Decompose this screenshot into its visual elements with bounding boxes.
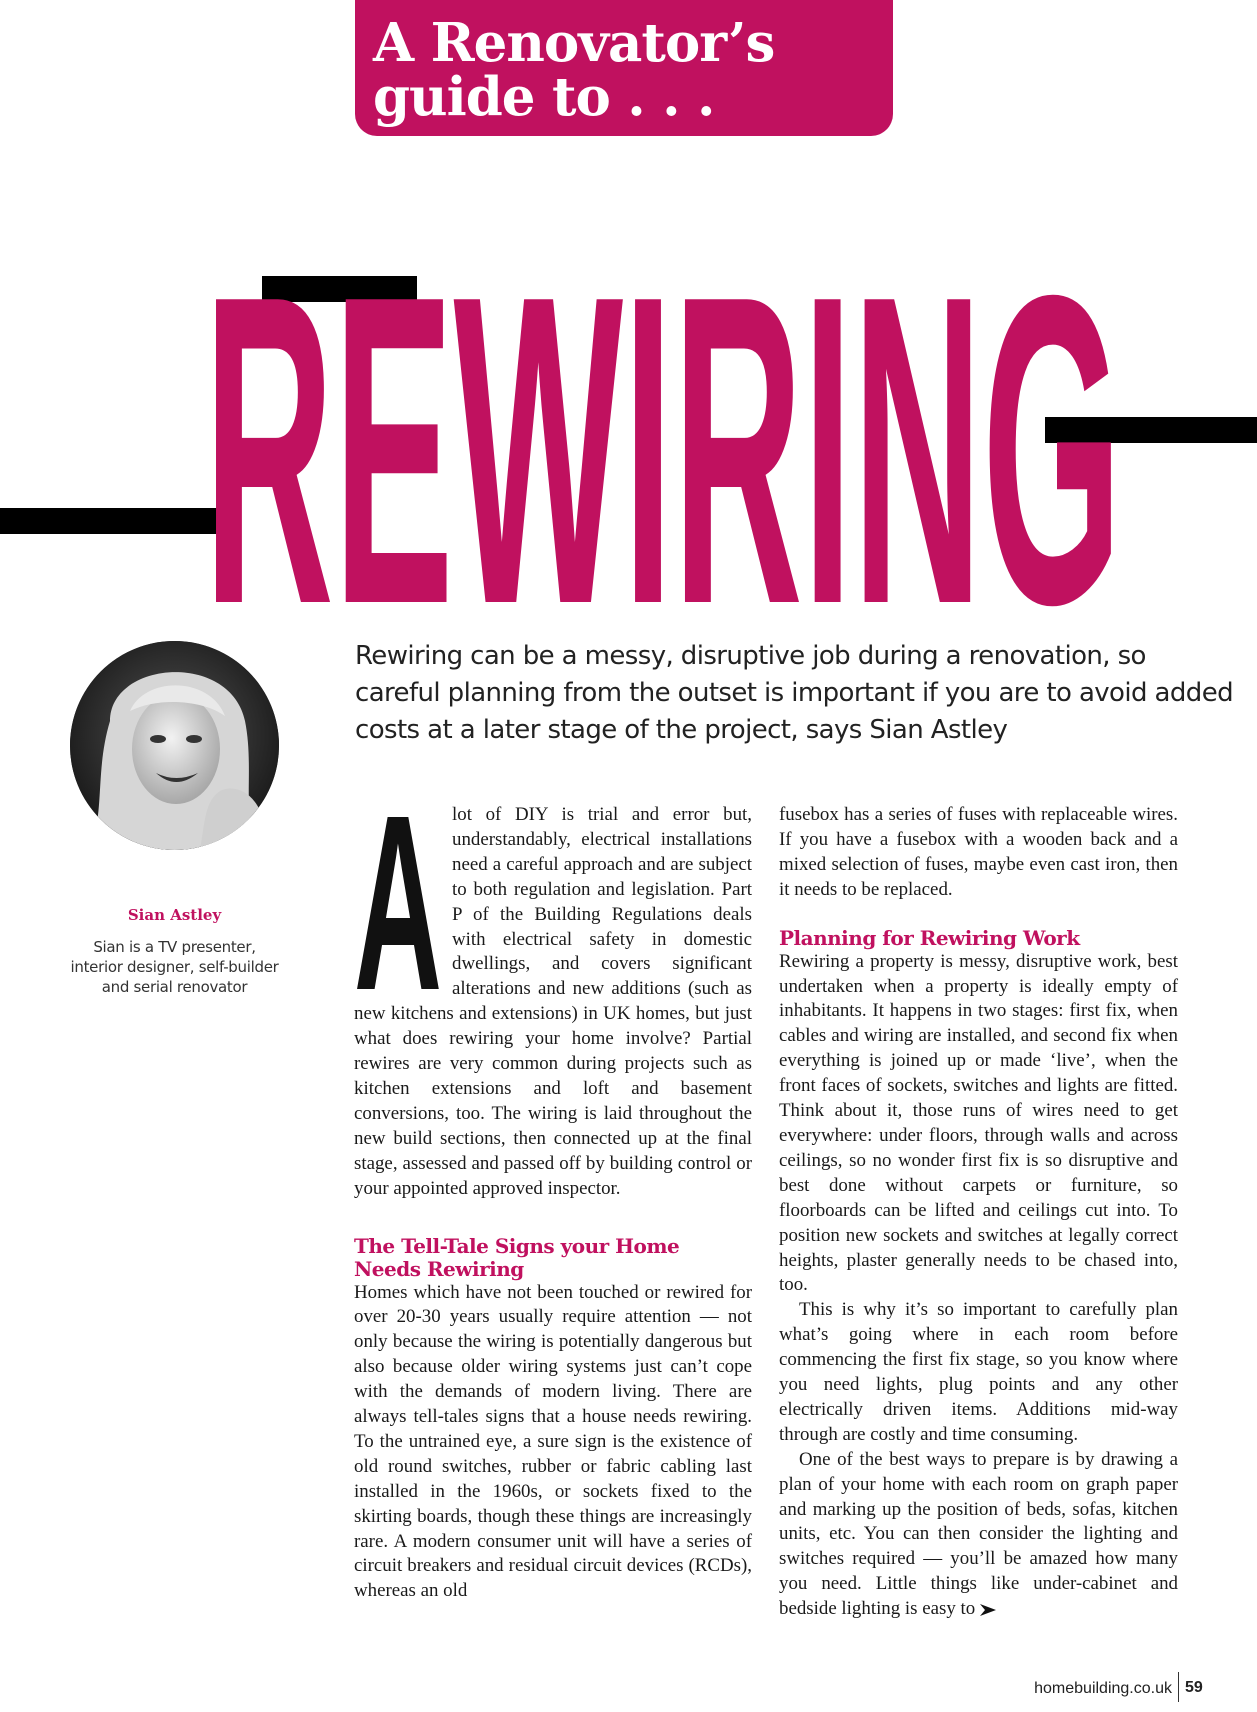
intro-paragraph: lot of DIY is trial and error but, understandably, electrical installations need a careful approach and are subject to both regulation and legislation. Part P of the Building Regulations deals with electrical safety in domestic dwellings, and covers significant alterations and new additions (such as new kitchens and extensions) in UK homes, but just what does rewiring your home involve? Partial rewires are very common during projects such as kitchen extensions and loft and basement conversions, too. The wiring is laid throughout the new build sections, then connected up at the final stage, assessed and passed off by building control or your appointed approved inspector. xyxy=(354,804,752,1199)
continue-arrow-icon xyxy=(980,1603,996,1617)
article-column-1 xyxy=(354,803,752,1604)
drop-cap xyxy=(354,806,442,991)
author-avatar xyxy=(70,641,279,850)
section-2-paragraph-3-text: One of the best ways to prepare is by drawing a plan of your home with each room on graph paper and marking up the position of beds, sofas, kitchen units, etc. You can then consider the lighting and switches required — you’ll be amazed how many you need. Little things like under-cabinet and bedside lighting is easy to xyxy=(779,1448,1178,1620)
feature-title-text: REWIRING xyxy=(204,276,1122,636)
drop-cap-letter: A xyxy=(354,806,442,991)
page-number: 59 xyxy=(1185,1679,1203,1696)
series-title xyxy=(373,12,893,128)
section-2-paragraph-1: Rewiring a property is messy, disruptive work, best undertaken when a property is ideally empty of inhabitants. It happens in two stages: first fix, when cables and wiring are installed, and second fix when everything is joined up or made ‘live’, when the front faces of sockets, switches and lights are fitted. Think about it, those runs of wires need to get everywhere: under floors, through walls and across ceilings, so no wonder first fix is so disruptive and best done without carpets or furniture, so floorboards can be lifted and ceilings cut into. To position new sockets and switches at legally correct heights, plaster generally needs to be chased into, too. xyxy=(779,950,1178,1296)
section-1-paragraph: Homes which have not been touched or rewired for over 20-30 years usually require attention — not only because the wiring is potentially dangerous but also because older wiring systems just can’t cope with the demands of modern living. There are always tell-tales signs that a house needs rewiring. To the untrained eye, a sure sign is the existence of old round switches, rubber or fabric cabling last installed in the 1960s, or sockets fixed to the skirting boards, though these things are increasingly rare. A modern consumer unit will have a series of circuit breakers and residual circuit devices (RCDs), whereas an old xyxy=(354,1281,752,1602)
footer-website: homebuilding.co.uk xyxy=(1034,1680,1172,1697)
author-bio: Sian is a TV presenter, interior designer, self-builder and serial renovator xyxy=(70,938,279,996)
section-heading-planning: Planning for Rewiring Work xyxy=(779,925,1080,950)
series-title-line-2: guide to . . . xyxy=(373,66,715,128)
series-title-line-1: A Renovator’s xyxy=(373,12,775,74)
section-2-paragraph-2: This is why it’s so important to carefully plan what’s going where in each room before commencing the first fix stage, so you know where you need lights, plug points and any other electrically driven items. Additions mid-way through are costly and time consuming. xyxy=(779,1299,1178,1445)
feature-title xyxy=(204,276,1134,636)
footer-divider xyxy=(1178,1672,1179,1702)
section-heading-tell-tale-signs: The Tell-Tale Signs your Home Needs Rewiring xyxy=(354,1233,680,1281)
standfirst: Rewiring can be a messy, disruptive job during a renovation, so careful planning from the outset is important if you are to avoid added costs at a later stage of the project, says Sian Astley xyxy=(355,641,1234,745)
section-2-paragraph-3 xyxy=(779,1448,1178,1622)
continuation-paragraph: fusebox has a series of fuses with replaceable wires. If you have a fusebox with a wooden back and a mixed selection of fuses, maybe even cast iron, then it needs to be replaced. xyxy=(779,804,1178,900)
author-name: Sian Astley xyxy=(127,906,222,924)
author-photo-icon xyxy=(70,641,279,850)
article-column-2 xyxy=(779,803,1178,1622)
